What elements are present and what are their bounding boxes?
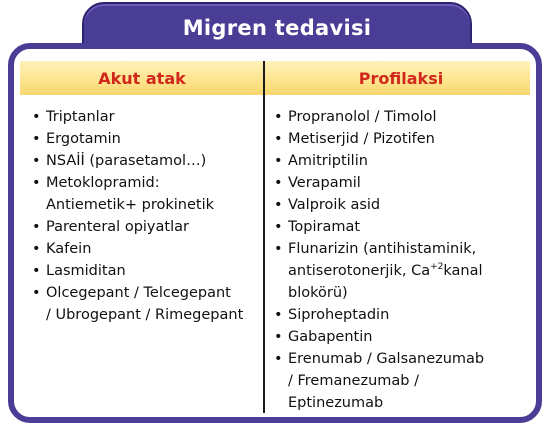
item-text: Propranolol / Timolol — [288, 109, 437, 125]
item-text: Parenteral opiyatlar — [46, 219, 189, 235]
item-text: Valproik asid — [288, 197, 381, 213]
item-text: NSAİİ (parasetamol…) — [46, 153, 207, 169]
list-item: • Valproik asid — [274, 197, 381, 213]
list-item: • Olcegepant / Telcegepant / Ubrogepant / Rimegepant — [32, 285, 244, 323]
item-text: Metoklopramid: Antiemetik+ prokinetik — [46, 175, 215, 213]
column-divider — [263, 61, 265, 413]
list-item: • Propranolol / Timolol — [274, 109, 437, 125]
prophylaxis-list — [274, 106, 524, 414]
item-text: Erenumab / Galsanezumab / Fremanezumab / Eptinezumab — [288, 351, 485, 411]
item-text: Amitriptilin — [288, 153, 368, 169]
column-header-prophylaxis: Profilaksi — [358, 69, 444, 88]
list-item: • Flunarizin (antihistaminik, antiserotonerjik, $Ca^{+2}kanal$ blokörü) — [274, 241, 483, 301]
list-item: • Ergotamin — [32, 131, 121, 147]
item-text: Triptanlar — [46, 109, 115, 125]
list-item: • Metoklopramid: Antiemetik+ prokinetik — [32, 175, 215, 213]
flunarizin-prefix: Flunarizin (antihistaminik, antiserotonerjik, Ca — [288, 241, 477, 279]
item-text: Olcegepant / Telcegepant / Ubrogepant / Rimegepant — [46, 285, 244, 323]
column-header-acute: Akut atak — [98, 69, 186, 88]
item-text: Ergotamin — [46, 131, 121, 147]
list-item: • Triptanlar — [32, 109, 115, 125]
list-item: • Metiserjid / Pizotifen — [274, 131, 435, 147]
list-item: • Lasmiditan — [32, 263, 126, 279]
flunarizin-superscript: +2 — [430, 262, 444, 273]
list-item: • Amitriptilin — [274, 153, 368, 169]
page-title: Migren tedavisi — [182, 16, 372, 40]
item-text: Siproheptadin — [288, 307, 390, 323]
column-header-band — [20, 61, 530, 95]
flunarizin-suffix: kanal blokörü) — [288, 263, 483, 301]
list-item: • NSAİİ (parasetamol…) — [32, 153, 207, 169]
item-text: Kafein — [46, 241, 92, 257]
list-item: • Kafein — [32, 241, 92, 257]
list-item: • Gabapentin — [274, 329, 373, 345]
list-item: • Erenumab / Galsanezumab / Fremanezumab / Eptinezumab — [274, 351, 485, 411]
list-item: • Siproheptadin — [274, 307, 390, 323]
item-text: Metiserjid / Pizotifen — [288, 131, 435, 147]
list-item: • Verapamil — [274, 175, 361, 191]
item-text: Verapamil — [288, 175, 361, 191]
list-item: • Topiramat — [274, 219, 361, 235]
item-text: Topiramat — [288, 219, 361, 235]
list-item: • Parenteral opiyatlar — [32, 219, 189, 235]
acute-attack-list — [32, 106, 258, 326]
item-text: Lasmiditan — [46, 263, 126, 279]
item-text: Gabapentin — [288, 329, 373, 345]
